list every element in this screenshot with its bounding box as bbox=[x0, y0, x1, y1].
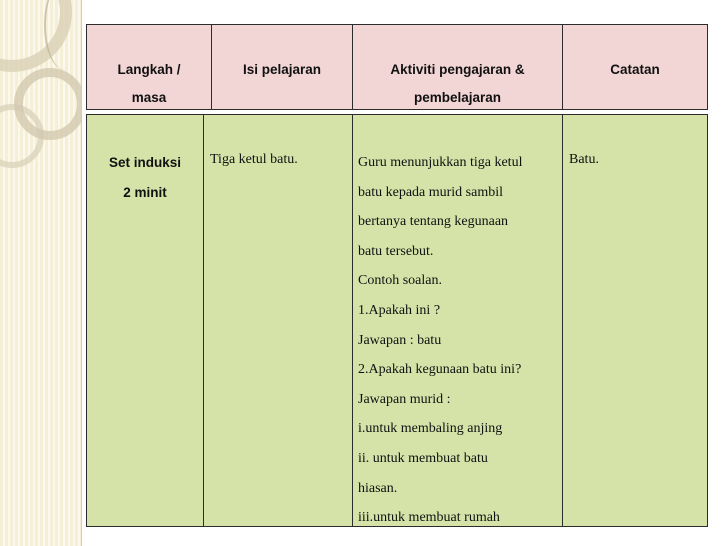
header-langkah-line1: Langkah / bbox=[117, 62, 181, 77]
aktiviti-line: Contoh soalan. bbox=[358, 273, 442, 289]
body-cell-catatan bbox=[562, 114, 708, 527]
aktiviti-line: 2.Apakah kegunaan batu ini? bbox=[358, 362, 522, 378]
aktiviti-text bbox=[358, 148, 522, 533]
body-cell-isi bbox=[203, 114, 353, 527]
aktiviti-line: ii. untuk membuat batu bbox=[358, 450, 488, 466]
aktiviti-line: Jawapan : batu bbox=[358, 332, 442, 348]
header-isi bbox=[211, 56, 353, 84]
header-isi-line1: Isi pelajaran bbox=[242, 62, 322, 77]
header-langkah-line2: masa bbox=[131, 90, 167, 105]
langkah-text bbox=[86, 148, 204, 208]
aktiviti-line: Jawapan murid : bbox=[358, 391, 451, 407]
header-aktiviti bbox=[352, 56, 563, 112]
langkah-line2: 2 minit bbox=[123, 185, 167, 200]
langkah-line1: Set induksi bbox=[108, 155, 181, 170]
aktiviti-line: batu tersebut. bbox=[358, 243, 434, 259]
header-langkah bbox=[86, 56, 212, 112]
header-aktiviti-line1: Aktiviti pengajaran & bbox=[390, 62, 525, 77]
aktiviti-line: batu kepada murid sambil bbox=[358, 184, 504, 200]
header-catatan bbox=[562, 56, 708, 84]
header-aktiviti-line2: pembelajaran bbox=[413, 90, 502, 105]
aktiviti-line: hiasan. bbox=[358, 480, 398, 496]
aktiviti-line: 1.Apakah ini ? bbox=[358, 302, 441, 318]
aktiviti-line: Guru menunjukkan tiga ketul bbox=[358, 155, 523, 170]
sidebar-divider bbox=[81, 0, 82, 546]
isi-text: Tiga ketul batu. bbox=[210, 152, 298, 167]
catatan-text: Batu. bbox=[569, 152, 599, 167]
aktiviti-line: iii.untuk membuat rumah bbox=[358, 510, 500, 526]
header-catatan-line1: Catatan bbox=[610, 62, 660, 77]
aktiviti-line: i.untuk membaling anjing bbox=[358, 421, 503, 437]
aktiviti-line: bertanya tentang kegunaan bbox=[358, 214, 509, 230]
decorative-sidebar bbox=[0, 0, 81, 546]
